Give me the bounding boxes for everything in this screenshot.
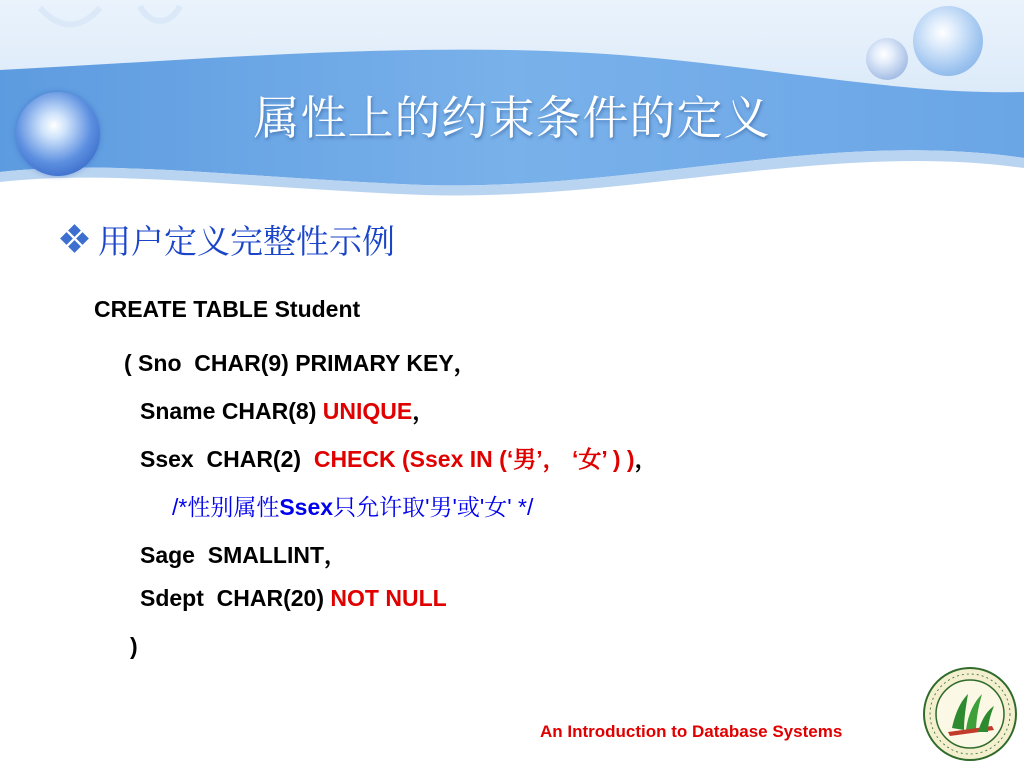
constraint-keyword: NOT NULL <box>330 585 447 611</box>
comment-text: /*性别属性 <box>172 494 280 520</box>
code-line-sage: Sage SMALLINT， <box>140 542 348 568</box>
college-seal-logo <box>922 666 1018 762</box>
code-text: Sdept CHAR(20) <box>140 585 331 611</box>
constraint-keyword: UNIQUE <box>322 398 413 424</box>
code-line-sname <box>140 393 435 426</box>
constraint-keyword: CHECK (Ssex IN (‘男’， ‘女’ ) ) <box>313 446 635 472</box>
code-text: Ssex CHAR(2) <box>140 446 314 472</box>
code-line-create-table: CREATE TABLE Student <box>94 296 361 322</box>
comment-text: Ssex <box>279 494 334 520</box>
code-text: ， <box>412 398 436 424</box>
code-line-sno: ( Sno CHAR(9) PRIMARY KEY， <box>124 350 477 376</box>
decorative-bubble-right-small <box>866 38 908 80</box>
code-text: ， <box>634 446 658 472</box>
code-line-close: ) <box>130 633 138 659</box>
decorative-bubble-right-large <box>913 6 983 76</box>
diamond-bullet-icon <box>60 224 90 254</box>
code-line-sdept <box>140 585 447 612</box>
bullet-heading-row <box>60 214 395 264</box>
slide-title: 属性上的约束条件的定义 <box>253 91 771 145</box>
code-line-ssex <box>140 441 658 474</box>
bullet-heading: 用户定义完整性示例 <box>98 221 395 261</box>
footer-title: An Introduction to Database Systems <box>540 722 843 741</box>
code-text: Sname CHAR(8) <box>140 398 323 424</box>
code-comment <box>172 489 533 522</box>
comment-text: 只允许取'男'或'女' */ <box>333 494 534 520</box>
